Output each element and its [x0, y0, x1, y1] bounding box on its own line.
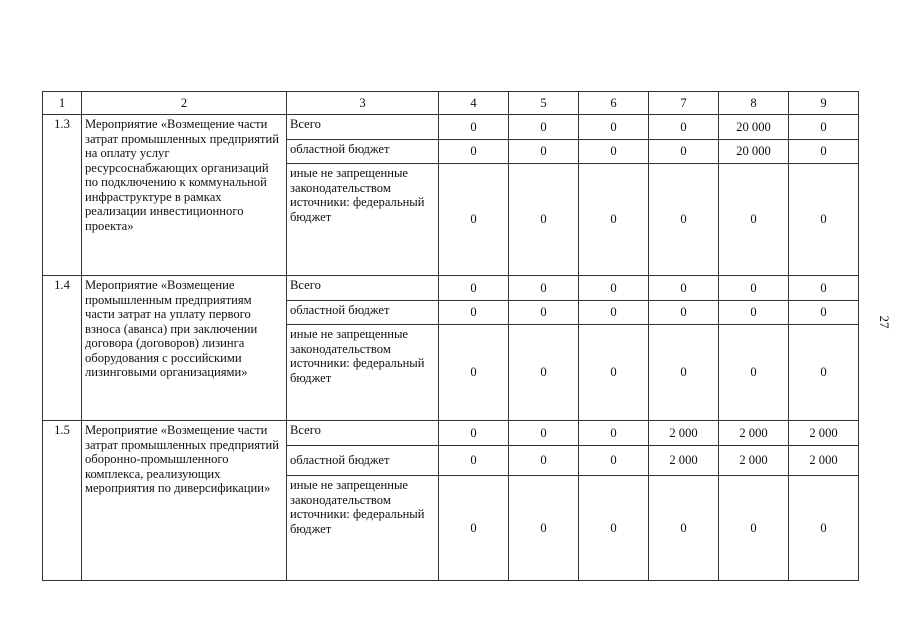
table-cell: 0: [509, 476, 579, 581]
measure-number: 1.3: [43, 115, 82, 276]
table-cell: 0: [789, 164, 859, 276]
funding-source: иные не запрещенные законодательством источники: федеральный бюджет: [287, 325, 439, 421]
table-cell: 0: [719, 164, 789, 276]
table-row: [43, 421, 859, 446]
table-cell: 0: [649, 140, 719, 164]
table-cell: 2 000: [649, 446, 719, 476]
table-cell: 0: [789, 115, 859, 140]
table-cell: 0: [579, 115, 649, 140]
table-cell: 0: [579, 301, 649, 325]
table-cell: 0: [579, 446, 649, 476]
table-cell: 2 000: [789, 421, 859, 446]
table-cell: 0: [789, 301, 859, 325]
table-cell: 0: [509, 115, 579, 140]
table-cell: 20 000: [719, 140, 789, 164]
table-cell: 0: [439, 325, 509, 421]
table-cell: 0: [719, 276, 789, 301]
column-header: 1: [43, 92, 82, 115]
table-cell: 0: [789, 476, 859, 581]
table-cell: 0: [789, 140, 859, 164]
funding-source: областной бюджет: [287, 301, 439, 325]
table-cell: 0: [509, 140, 579, 164]
table-cell: 0: [439, 140, 509, 164]
table-cell: 2 000: [649, 421, 719, 446]
table-cell: 0: [509, 446, 579, 476]
table-cell: 2 000: [789, 446, 859, 476]
measure-description: Мероприятие «Возмещение промышленным предприятиям части затрат на уплату первого взноса (аванса) при заключении договора (договоров) лизинга оборудования с российскими лизинговыми организациями»: [82, 276, 287, 421]
column-header: 2: [82, 92, 287, 115]
funding-source: Всего: [287, 276, 439, 301]
budget-table: [42, 91, 859, 581]
column-header: 8: [719, 92, 789, 115]
table-cell: 0: [439, 446, 509, 476]
table-cell: 0: [439, 421, 509, 446]
page-number: 27: [877, 315, 892, 329]
table-cell: 0: [579, 164, 649, 276]
table-row: [43, 115, 859, 140]
table-cell: 0: [579, 276, 649, 301]
table-cell: 0: [649, 276, 719, 301]
table-cell: 0: [509, 276, 579, 301]
funding-source: областной бюджет: [287, 140, 439, 164]
table-cell: 0: [789, 276, 859, 301]
table-cell: 0: [439, 115, 509, 140]
header-row: [43, 92, 859, 115]
funding-source: Всего: [287, 421, 439, 446]
table-cell: 0: [649, 476, 719, 581]
measure-number: 1.4: [43, 276, 82, 421]
table-row: [43, 276, 859, 301]
table-cell: 0: [719, 476, 789, 581]
column-header: 4: [439, 92, 509, 115]
table-cell: 0: [649, 325, 719, 421]
column-header: 3: [287, 92, 439, 115]
table-cell: 20 000: [719, 115, 789, 140]
funding-source: Всего: [287, 115, 439, 140]
table-cell: 2 000: [719, 446, 789, 476]
funding-source: иные не запрещенные законодательством источники: федеральный бюджет: [287, 476, 439, 581]
measure-number: 1.5: [43, 421, 82, 581]
column-header: 9: [789, 92, 859, 115]
funding-source: областной бюджет: [287, 446, 439, 476]
measure-description: Мероприятие «Возмещение части затрат промышленных предприятий на оплату услуг ресурсоснабжающих организаций по подключению к коммунальной инфраструктуре в рамках реализации инвестиционного проекта»: [82, 115, 287, 276]
column-header: 6: [579, 92, 649, 115]
column-header: 7: [649, 92, 719, 115]
table-cell: 0: [439, 276, 509, 301]
table-cell: 0: [579, 325, 649, 421]
table-cell: 0: [789, 325, 859, 421]
measure-description: Мероприятие «Возмещение части затрат промышленных предприятий оборонно-промышленного комплекса, реализующих мероприятия по диверсификации»: [82, 421, 287, 581]
table-cell: 0: [509, 301, 579, 325]
table-cell: 2 000: [719, 421, 789, 446]
table-cell: 0: [719, 301, 789, 325]
table-cell: 0: [579, 476, 649, 581]
table-cell: 0: [579, 421, 649, 446]
table-cell: 0: [719, 325, 789, 421]
table-cell: 0: [649, 301, 719, 325]
table-cell: 0: [509, 325, 579, 421]
table-cell: 0: [649, 164, 719, 276]
table-cell: 0: [509, 421, 579, 446]
table-cell: 0: [509, 164, 579, 276]
table-cell: 0: [439, 301, 509, 325]
table-cell: 0: [649, 115, 719, 140]
funding-source: иные не запрещенные законодательством источники: федеральный бюджет: [287, 164, 439, 276]
table-cell: 0: [439, 476, 509, 581]
table-cell: 0: [579, 140, 649, 164]
table-cell: 0: [439, 164, 509, 276]
column-header: 5: [509, 92, 579, 115]
